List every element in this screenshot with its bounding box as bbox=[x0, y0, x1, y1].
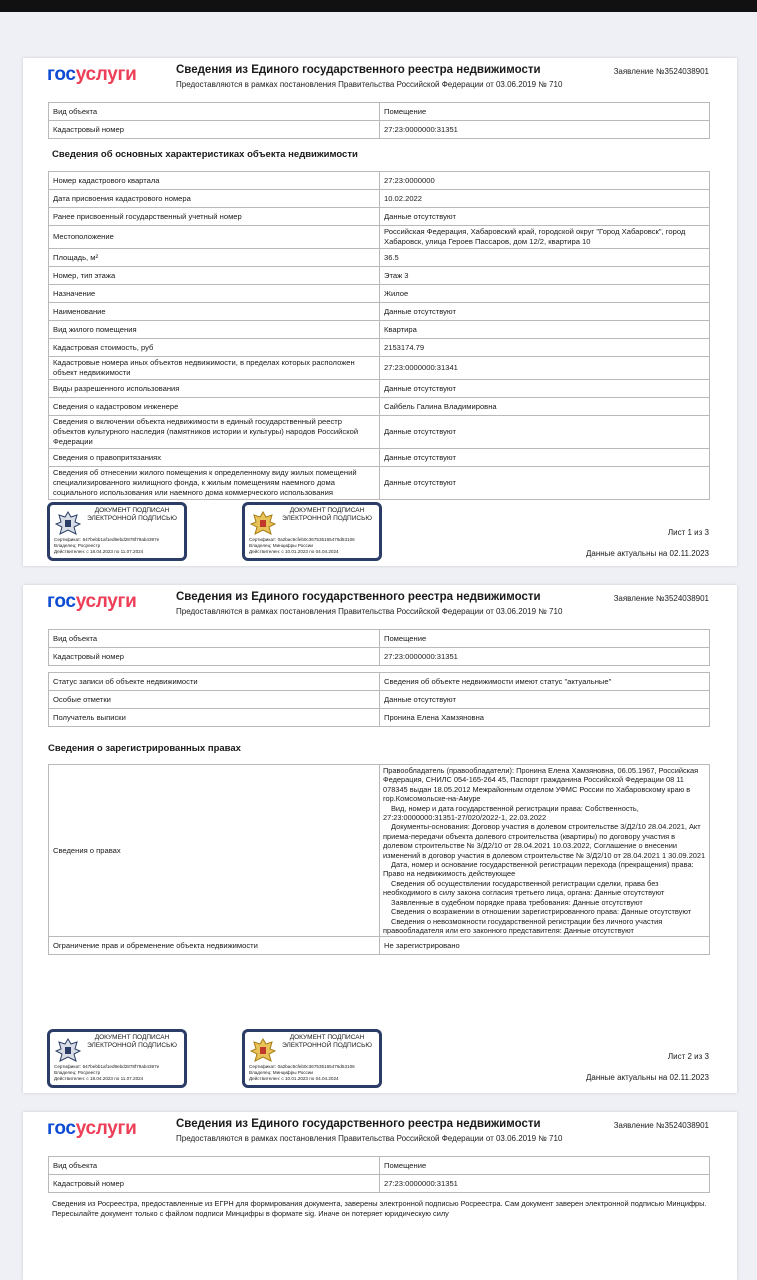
table-row: Ограничение прав и обременение объекта недвижимости Не зарегистрировано bbox=[49, 937, 710, 955]
stamp-certificate: Сертификат: 0a2bac9cfeb0c367535165476d53106 bbox=[249, 1064, 355, 1069]
stamp-title: ДОКУМЕНТ ПОДПИСАН ЭЛЕКТРОННОЙ ПОДПИСЬЮ bbox=[282, 507, 372, 522]
document-page-2 bbox=[23, 585, 737, 1093]
table-row: Статус записи об объекте недвижимости Сведения об объекте недвижимости имеют статус "актуальные" bbox=[49, 673, 710, 691]
stamp-validity: Действителен: с 18.04.2023 по 11.07.2024 bbox=[54, 1076, 144, 1081]
rights-table bbox=[48, 764, 710, 955]
section-title: Сведения об основных характеристиках объекта недвижимости bbox=[52, 149, 358, 160]
document-page-3 bbox=[23, 1112, 737, 1280]
application-number: Заявление №3524038901 bbox=[613, 1121, 709, 1130]
document-subtitle: Предоставляются в рамках постановления Правительства Российской Федерации от 03.06.2019 № 710 bbox=[176, 1134, 563, 1143]
table-row: Кадастровые номера иных объектов недвижимости, в пределах которых расположен объект недвижимости 27:23:0000000:31341 bbox=[49, 357, 710, 380]
document-title: Сведения из Единого государственного реестра недвижимости bbox=[176, 591, 541, 603]
top-dark-bar bbox=[0, 0, 757, 12]
table-row: Ранее присвоенный государственный учетный номер Данные отсутствуют bbox=[49, 208, 710, 226]
stamp-validity: Действителен: с 10.01.2023 по 04.04.2024 bbox=[249, 1076, 339, 1081]
table-row: Сведения о правопритязаниях Данные отсутствуют bbox=[49, 449, 710, 467]
table-row: Вид объекта Помещение bbox=[49, 630, 710, 648]
table-row: Кадастровый номер 27:23:0000000:31351 bbox=[49, 1175, 710, 1193]
stamp-validity: Действителен: с 10.01.2023 по 04.04.2024 bbox=[249, 549, 339, 554]
table-row: Вид объекта Помещение bbox=[49, 103, 710, 121]
page-number: Лист 1 из 3 bbox=[667, 528, 709, 537]
signature-note: Сведения из Росреестра, предоставленные из ЕГРН для формирования документа, заверены электронной подписью Росреестра. Сам документ заверен электронной подписью Минцифры. Пересылайте документ только с файлом подписи Минцифры в формате sig. Иначе он потеряет юридическую силу bbox=[52, 1199, 707, 1218]
characteristics-table bbox=[48, 171, 710, 500]
object-table bbox=[48, 629, 710, 666]
table-row: Кадастровая стоимость, руб 2153174.79 bbox=[49, 339, 710, 357]
stamp-owner: Владелец: Минцифры России bbox=[249, 1070, 313, 1075]
eagle-emblem-icon bbox=[55, 510, 81, 537]
stamp-title: ДОКУМЕНТ ПОДПИСАН ЭЛЕКТРОННОЙ ПОДПИСЬЮ bbox=[87, 507, 177, 522]
table-row: Площадь, м² 36.5 bbox=[49, 249, 710, 267]
stamp-title: ДОКУМЕНТ ПОДПИСАН ЭЛЕКТРОННОЙ ПОДПИСЬЮ bbox=[282, 1034, 372, 1049]
stamp-owner: Владелец: Росреестр bbox=[54, 543, 101, 548]
table-row: Сведения об отнесении жилого помещения к определенному виду жилых помещений специализированного жилищного фонда, к жилым помещениям наемного дома социального использования или наемного дома коммерческого использования Данные отсутствуют bbox=[49, 467, 710, 500]
table-row: Особые отметки Данные отсутствуют bbox=[49, 691, 710, 709]
table-row: Местоположение Российская Федерация, Хабаровский край, городской округ "Город Хабаровск", город Хабаровск, улица Героев Пассаров, дом 12/2, квартира 10 bbox=[49, 226, 710, 249]
signature-stamp-rosreestr bbox=[47, 502, 187, 561]
table-row: Виды разрешенного использования Данные отсутствуют bbox=[49, 380, 710, 398]
stamp-certificate: Сертификат: 0a2bac9cfeb0c367535165476d53106 bbox=[249, 537, 355, 542]
table-row: Вид объекта Помещение bbox=[49, 1157, 710, 1175]
data-actual-date: Данные актуальны на 02.11.2023 bbox=[585, 1073, 709, 1082]
document-title: Сведения из Единого государственного реестра недвижимости bbox=[176, 64, 541, 76]
table-row: Номер, тип этажа Этаж 3 bbox=[49, 267, 710, 285]
signature-stamp-rosreestr bbox=[47, 1029, 187, 1088]
gold-eagle-emblem-icon bbox=[250, 510, 276, 537]
signature-stamp-mintsifry bbox=[242, 502, 382, 561]
signature-stamp-mintsifry bbox=[242, 1029, 382, 1088]
stamp-owner: Владелец: Минцифры России bbox=[249, 543, 313, 548]
object-table bbox=[48, 1156, 710, 1193]
stamp-validity: Действителен: с 18.04.2023 по 11.07.2024 bbox=[54, 549, 144, 554]
table-row: Наименование Данные отсутствуют bbox=[49, 303, 710, 321]
document-subtitle: Предоставляются в рамках постановления Правительства Российской Федерации от 03.06.2019 № 710 bbox=[176, 607, 563, 616]
table-row: Кадастровый номер 27:23:0000000:31351 bbox=[49, 648, 710, 666]
rights-details: Правообладатель (правообладатели): Пронина Елена Хамзяновна, 06.05.1967, Российская Федерация, СНИЛС 054-165-264 45, Паспорт гражданина Российской Федерации 08 11 078345 выдан 18.05.2012 Межрайонным отделом УФМС России по Хабаровскому краю в гор.Комсомольске-на-Амуре Вид, номер и дата государственной регистрации права: Собственность, 27:23:0000000:31351-27/020/2022-1, 22.03.2022 Документы-основания: Договор участия в долевом строительстве 3/Д2/10 28.04.2021, Акт приема-передачи объекта долевого строительства (квартиры) по договору участия в долевом строительстве № 3/Д2/10 от 28.04.2021 10.03.2022, Соглашение о внесении изменений в договор участия в долевом строительстве № 3/Д2/10 от 28.04.2021 1 30.09.2021 Дата, номер и основание государственной регистрации перехода (прекращения) права: Право на недвижимость действующее Сведения об осуществлении государственной регистрации сделки, права без необходимого в силу закона согласия третьего лица, органа: Данные отсутствуют Заявленные в судебном порядке права требования: Данные отсутствуют Сведения о возражении в отношении зарегистрированного права: Данные отсутствуют Сведения о невозможности государственной регистрации без личного участия правообладателя или его законного представителя: Данные отсутствуют bbox=[380, 765, 710, 937]
table-row: Сведения о включении объекта недвижимости в единый государственный реестр объектов культурного наследия (памятников истории и культуры) народов Российской Федерации Данные отсутствуют bbox=[49, 416, 710, 449]
data-actual-date: Данные актуальны на 02.11.2023 bbox=[585, 549, 709, 558]
table-row: Назначение Жилое bbox=[49, 285, 710, 303]
stamp-title: ДОКУМЕНТ ПОДПИСАН ЭЛЕКТРОННОЙ ПОДПИСЬЮ bbox=[87, 1034, 177, 1049]
gosuslugi-logo: госуслуги bbox=[47, 1118, 137, 1139]
document-subtitle: Предоставляются в рамках постановления Правительства Российской Федерации от 03.06.2019 № 710 bbox=[176, 80, 563, 89]
eagle-emblem-icon bbox=[55, 1037, 81, 1064]
table-row: Сведения о правах Правообладатель (правообладатели): Пронина Елена Хамзяновна, 06.05.1967, Российская Федерация, СНИЛС 054-165-264 45, Паспорт гражданина Российской Федерации 08 11 078345 выдан 18.05.2012 Межрайонным отделом УФМС России по Хабаровскому краю в гор.Комсомольске-на-Амуре Вид, номер и дата государственной регистрации права: Собственность, 27:23:0000000:31351-27/020/2022-1, 22.03.2022 Документы-основания: Договор участия в долевом строительстве 3/Д2/10 28.04.2021, Акт приема-передачи объекта долевого строительства (квартиры) по договору участия в долевом строительстве № 3/Д2/10 от 28.04.2021 10.03.2022, Соглашение о внесении изменений в договор участия в долевом строительстве № 3/Д2/10 от 28.04.2021 1 30.09.2021 Дата, номер и основание государственной регистрации перехода (прекращения) права: Право на недвижимость действующее Сведения об осуществлении государственной регистрации сделки, права без необходимого в силу закона согласия третьего лица, органа: Данные отсутствуют Заявленные в судебном порядке права требования: Данные отсутствуют Сведения о возражении в отношении зарегистрированного права: Данные отсутствуют Сведения о невозможности государственной регистрации без личного участия правообладателя или его законного представителя: Данные отсутствуют bbox=[49, 765, 710, 937]
page-number: Лист 2 из 3 bbox=[667, 1052, 709, 1061]
object-table bbox=[48, 102, 710, 139]
application-number: Заявление №3524038901 bbox=[613, 67, 709, 76]
application-number: Заявление №3524038901 bbox=[613, 594, 709, 603]
table-row: Получатель выписки Пронина Елена Хамзяновна bbox=[49, 709, 710, 727]
gold-eagle-emblem-icon bbox=[250, 1037, 276, 1064]
gosuslugi-logo: госуслуги bbox=[47, 64, 137, 85]
table-row: Дата присвоения кадастрового номера 10.02.2022 bbox=[49, 190, 710, 208]
table-row: Вид жилого помещения Квартира bbox=[49, 321, 710, 339]
gosuslugi-logo: госуслуги bbox=[47, 591, 137, 612]
stamp-certificate: Сертификат: 647bebb1af1ed9ebd2878f79ab4397e bbox=[54, 1064, 160, 1069]
table-row: Сведения о кадастровом инженере Сайбель Галина Владимировна bbox=[49, 398, 710, 416]
section-title: Сведения о зарегистрированных правах bbox=[48, 743, 241, 754]
document-title: Сведения из Единого государственного реестра недвижимости bbox=[176, 1118, 541, 1130]
table-row: Номер кадастрового квартала 27:23:0000000 bbox=[49, 172, 710, 190]
document-page-1 bbox=[23, 58, 737, 566]
stamp-owner: Владелец: Росреестр bbox=[54, 1070, 101, 1075]
stamp-certificate: Сертификат: 647bebb1af1ed9ebd2878f79ab4397e bbox=[54, 537, 160, 542]
status-table bbox=[48, 672, 710, 727]
table-row: Кадастровый номер 27:23:0000000:31351 bbox=[49, 121, 710, 139]
